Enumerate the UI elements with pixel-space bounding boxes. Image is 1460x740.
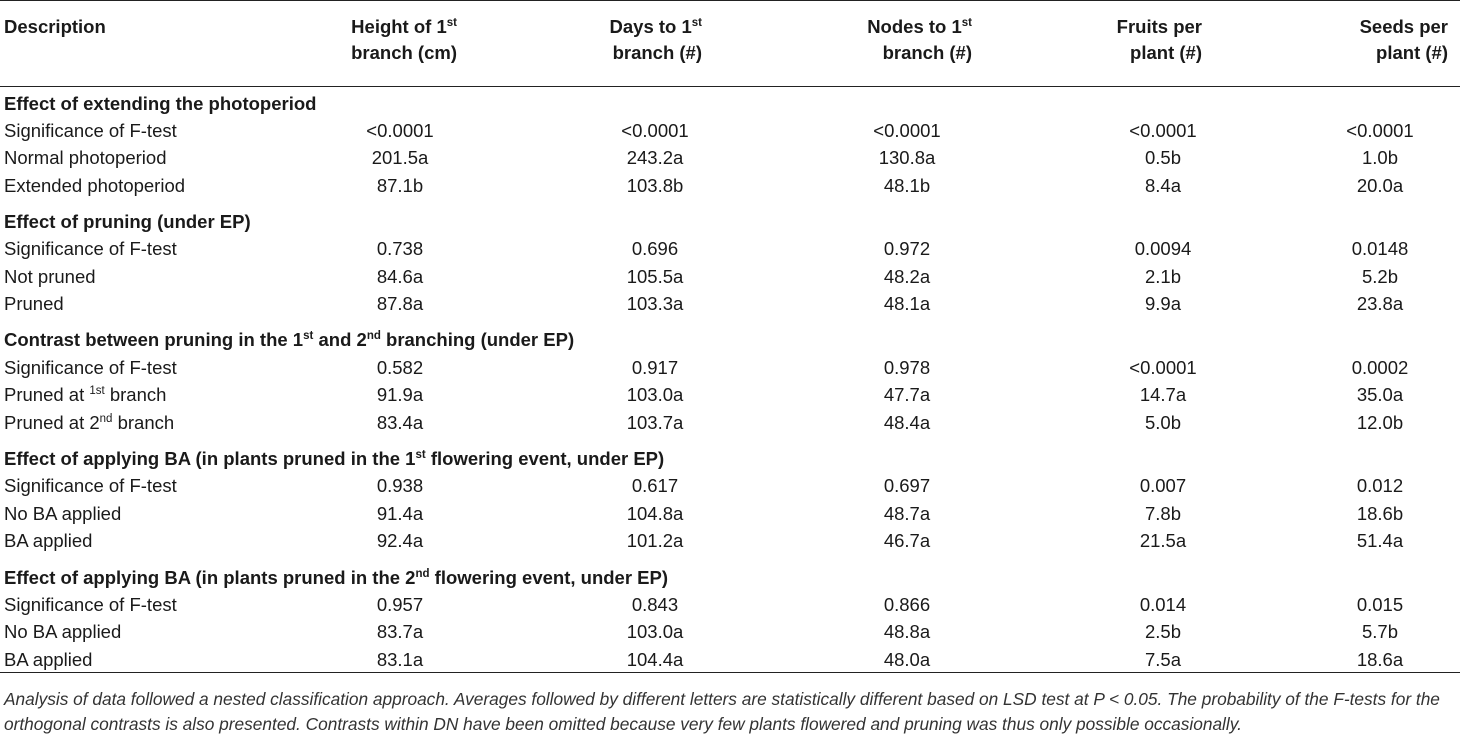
table-row [0, 354, 1460, 382]
cell-nodes: <0.0001 [873, 120, 941, 141]
cell-seeds: 0.012 [1356, 475, 1404, 496]
cell-days: 103.7a [626, 412, 684, 433]
table-row [0, 290, 1460, 318]
cell-fruits: 8.4a [1144, 175, 1181, 196]
cell-days: 0.696 [631, 238, 679, 259]
cell-days: 0.843 [631, 594, 679, 615]
cell-seeds: <0.0001 [1346, 120, 1414, 141]
header-rule [0, 86, 1460, 87]
cell-fruits: 7.8b [1144, 503, 1181, 524]
row-label: Pruned at 2nd branch [4, 412, 175, 433]
cell-height: 83.7a [376, 621, 424, 642]
table-row [0, 117, 1460, 145]
row-label: Significance of F-test [4, 475, 177, 496]
cell-height: 84.6a [376, 266, 424, 287]
cell-seeds: 23.8a [1356, 293, 1404, 314]
section-title: Contrast between pruning in the 1st and 2nd branching (under EP) [4, 329, 575, 350]
header-seeds: Seeds per plant (#) [1359, 16, 1448, 63]
cell-nodes: 0.972 [883, 238, 931, 259]
section-title: Effect of applying BA (in plants pruned in the 2nd flowering event, under EP) [4, 567, 669, 588]
cell-fruits: 0.007 [1139, 475, 1187, 496]
table-row [0, 381, 1460, 409]
cell-fruits: 0.0094 [1134, 238, 1192, 259]
cell-height: 91.9a [376, 384, 424, 405]
cell-height: 91.4a [376, 503, 424, 524]
row-label: Significance of F-test [4, 594, 177, 615]
cell-fruits: 21.5a [1139, 530, 1187, 551]
cell-days: 103.0a [626, 621, 684, 642]
cell-nodes: 48.2a [883, 266, 931, 287]
cell-height: 83.1a [376, 649, 424, 670]
table-bottom-rule [0, 672, 1460, 673]
cell-height: 0.938 [376, 475, 424, 496]
cell-seeds: 0.015 [1356, 594, 1404, 615]
header-height: Height of 1st branch (cm) [351, 16, 457, 63]
cell-fruits: 2.5b [1144, 621, 1181, 642]
row-label: Significance of F-test [4, 357, 177, 378]
cell-fruits: 0.5b [1144, 147, 1181, 168]
cell-fruits: 14.7a [1139, 384, 1187, 405]
cell-nodes: 48.1a [883, 293, 931, 314]
table-row [0, 618, 1460, 646]
cell-fruits: 2.1b [1144, 266, 1181, 287]
cell-days: 103.8b [626, 175, 684, 196]
cell-height: <0.0001 [366, 120, 434, 141]
cell-nodes: 48.7a [883, 503, 931, 524]
cell-height: 87.1b [376, 175, 424, 196]
cell-seeds: 5.7b [1361, 621, 1398, 642]
cell-nodes: 0.697 [883, 475, 931, 496]
cell-nodes: 0.866 [883, 594, 931, 615]
cell-height: 0.738 [376, 238, 424, 259]
cell-height: 83.4a [376, 412, 424, 433]
cell-nodes: 46.7a [883, 530, 931, 551]
cell-nodes: 48.8a [883, 621, 931, 642]
cell-seeds: 5.2b [1361, 266, 1398, 287]
cell-days: 243.2a [626, 147, 684, 168]
table-row [0, 527, 1460, 555]
table-top-rule [0, 0, 1460, 1]
section-title: Effect of pruning (under EP) [4, 211, 251, 232]
cell-seeds: 18.6b [1356, 503, 1404, 524]
row-label: Significance of F-test [4, 238, 177, 259]
header-days: Days to 1st branch (#) [609, 16, 702, 63]
table-row [0, 144, 1460, 172]
cell-seeds: 12.0b [1356, 412, 1404, 433]
table-row [0, 591, 1460, 619]
table-footnote: Analysis of data followed a nested classification approach. Averages followed by different letters are statistically different based on LSD test at P < 0.05. The probability of the F-tests for the orthogonal contrasts is also presented. Contrasts within DN have been omitted because very few plants flowered and pruning was thus only possible occasionally. [4, 689, 1440, 734]
header-description: Description [4, 16, 106, 37]
header-nodes: Nodes to 1st branch (#) [867, 16, 972, 63]
section-title: Effect of extending the photoperiod [4, 93, 317, 114]
row-label: BA applied [4, 649, 93, 670]
cell-nodes: 48.0a [883, 649, 931, 670]
table-row [0, 472, 1460, 500]
cell-height: 87.8a [376, 293, 424, 314]
cell-height: 201.5a [371, 147, 429, 168]
table-row [0, 500, 1460, 528]
cell-fruits: 0.014 [1139, 594, 1187, 615]
cell-fruits: 5.0b [1144, 412, 1181, 433]
cell-days: 103.3a [626, 293, 684, 314]
cell-seeds: 0.0002 [1351, 357, 1409, 378]
row-label: Normal photoperiod [4, 147, 167, 168]
row-label: Pruned [4, 293, 64, 314]
cell-seeds: 35.0a [1356, 384, 1404, 405]
cell-days: 0.917 [631, 357, 679, 378]
cell-days: <0.0001 [621, 120, 689, 141]
cell-days: 104.8a [626, 503, 684, 524]
table-row [0, 646, 1460, 674]
cell-nodes: 48.4a [883, 412, 931, 433]
cell-fruits: <0.0001 [1129, 120, 1197, 141]
row-label: Not pruned [4, 266, 96, 287]
table-row [0, 235, 1460, 263]
cell-fruits: 9.9a [1144, 293, 1181, 314]
cell-days: 103.0a [626, 384, 684, 405]
cell-seeds: 20.0a [1356, 175, 1404, 196]
header-fruits: Fruits per plant (#) [1116, 16, 1202, 63]
cell-height: 0.957 [376, 594, 424, 615]
cell-seeds: 18.6a [1356, 649, 1404, 670]
cell-nodes: 0.978 [883, 357, 931, 378]
row-label: No BA applied [4, 503, 122, 524]
cell-seeds: 0.0148 [1351, 238, 1409, 259]
table-row [0, 263, 1460, 291]
row-label: Significance of F-test [4, 120, 177, 141]
cell-fruits: 7.5a [1144, 649, 1181, 670]
row-label: BA applied [4, 530, 93, 551]
cell-fruits: <0.0001 [1129, 357, 1197, 378]
cell-days: 0.617 [631, 475, 679, 496]
cell-days: 101.2a [626, 530, 684, 551]
row-label: No BA applied [4, 621, 122, 642]
cell-height: 0.582 [376, 357, 424, 378]
cell-nodes: 48.1b [883, 175, 931, 196]
row-label: Pruned at $^{1st}$ branch [4, 384, 167, 405]
cell-seeds: 51.4a [1356, 530, 1404, 551]
cell-nodes: 47.7a [883, 384, 931, 405]
table-row [0, 409, 1460, 437]
table-row [0, 172, 1460, 200]
cell-days: 104.4a [626, 649, 684, 670]
cell-seeds: 1.0b [1361, 147, 1398, 168]
cell-days: 105.5a [626, 266, 684, 287]
cell-nodes: 130.8a [878, 147, 936, 168]
row-label: Extended photoperiod [4, 175, 186, 196]
section-title: Effect of applying BA (in plants pruned in the 1st flowering event, under EP) [4, 448, 665, 469]
cell-height: 92.4a [376, 530, 424, 551]
